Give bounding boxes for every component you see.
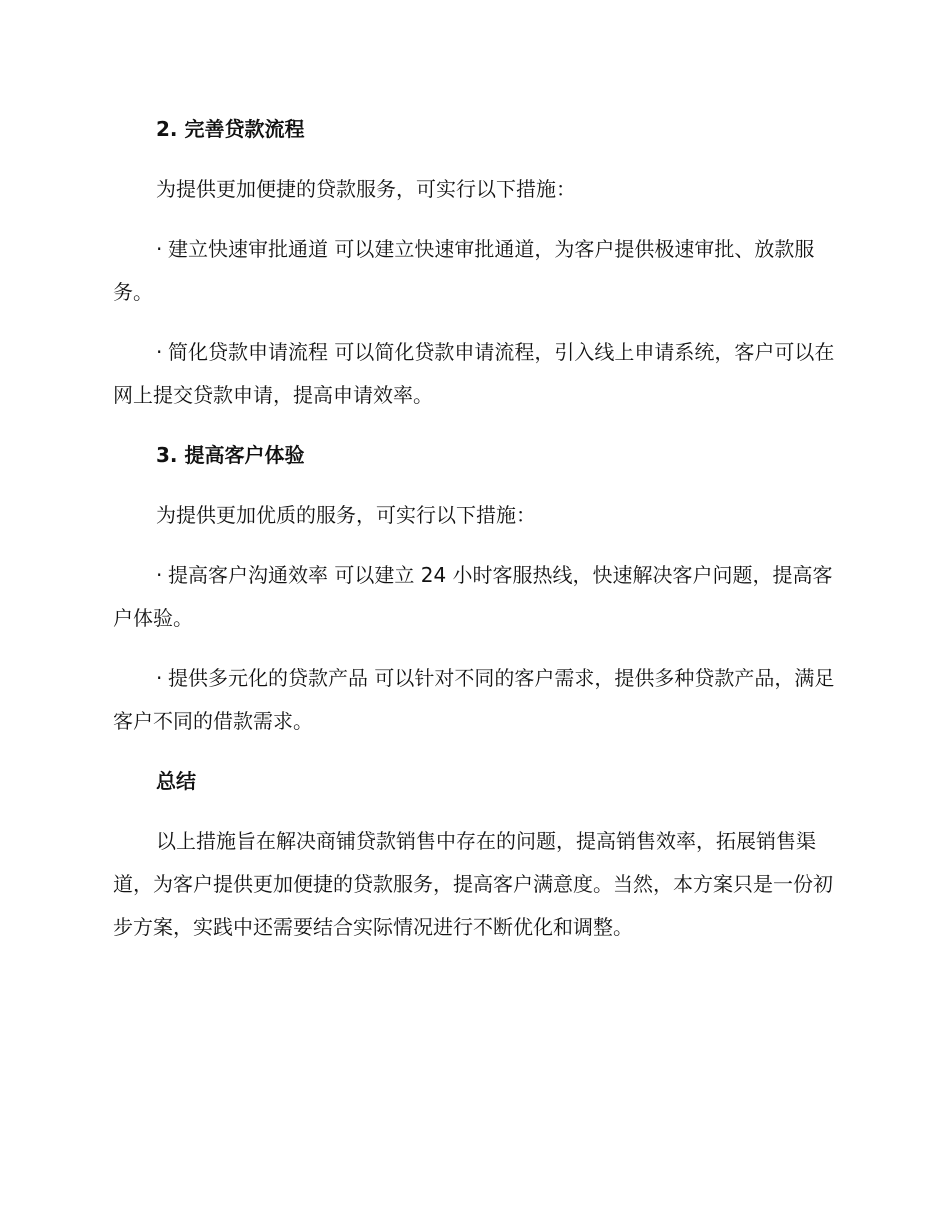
section-intro-loan-process: 为提供更加便捷的贷款服务，可实行以下措施： (156, 177, 576, 201)
bullet-text: 可以建立快速审批通道，为客户提供极速审批、放款服务。 (113, 237, 815, 304)
bullet-item (113, 657, 839, 743)
bullet-title: 提供多元化的贷款产品 (168, 666, 368, 690)
summary-heading: 总结 (156, 769, 196, 793)
summary-text: 以上措施旨在解决商铺贷款销售中存在的问题，提高销售效率，拓展销售渠道，为客户提供更加便捷的贷款服务，提高客户满意度。当然，本方案只是一份初步方案，实践中还需要结合实际情况进行不断优化和调整。 (113, 829, 833, 939)
section-heading-loan-process: 2. 完善贷款流程 (156, 117, 305, 141)
bullet-item (113, 228, 839, 314)
document-body (113, 108, 839, 966)
bullet-item (113, 331, 839, 417)
bullet-dot-icon: · (156, 563, 163, 587)
bullet-dot-icon: · (156, 666, 163, 690)
bullet-dot-icon: · (156, 340, 163, 364)
section-heading-customer-experience: 3. 提高客户体验 (156, 443, 305, 467)
bullet-text: 可以针对不同的客户需求，提供多种贷款产品，满足客户不同的借款需求。 (113, 666, 835, 733)
bullet-title: 简化贷款申请流程 (168, 340, 328, 364)
bullet-dot-icon: · (156, 237, 163, 261)
bullet-title: 提高客户沟通效率 (168, 563, 328, 587)
bullet-item (113, 554, 839, 640)
bullet-title: 建立快速审批通道 (168, 237, 328, 261)
section-intro-customer-experience: 为提供更加优质的服务，可实行以下措施： (156, 503, 536, 527)
bullet-text: 可以简化贷款申请流程，引入线上申请系统，客户可以在网上提交贷款申请，提高申请效率。 (113, 340, 835, 407)
bullet-text: 可以建立 24 小时客服热线，快速解决客户问题，提高客户体验。 (113, 563, 833, 630)
